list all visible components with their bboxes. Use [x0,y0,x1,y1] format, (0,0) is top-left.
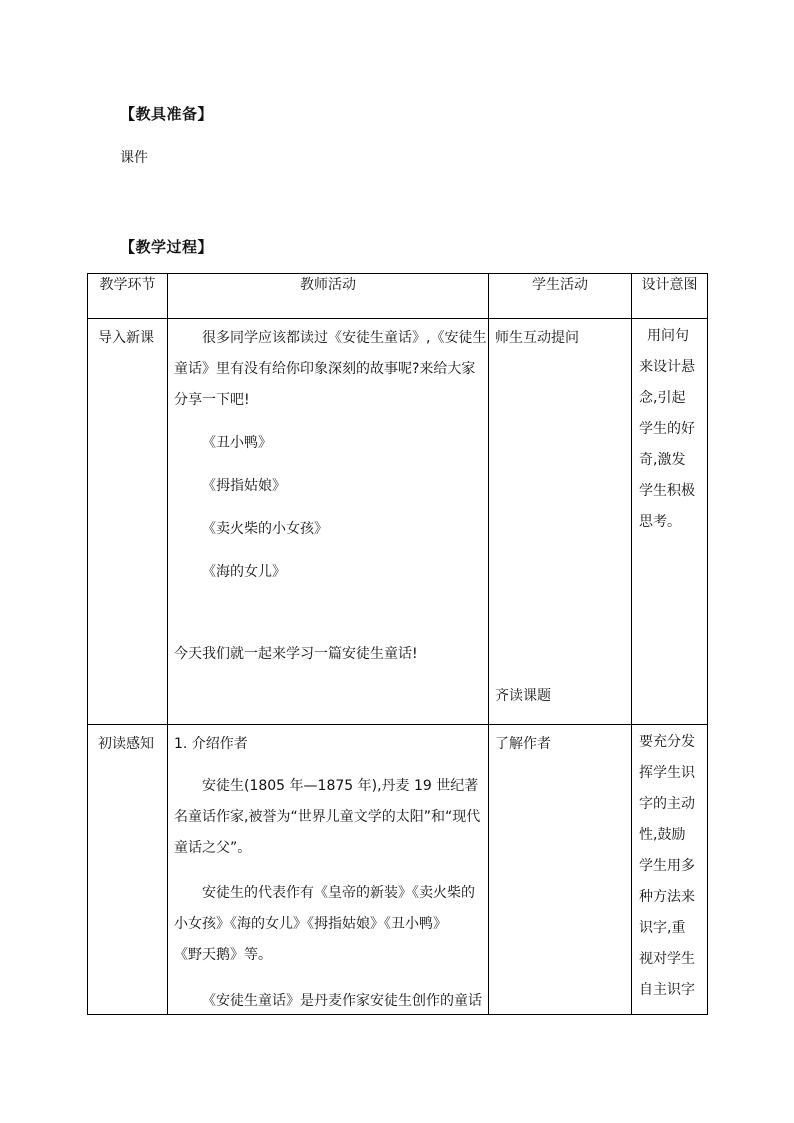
student-activity-item: 齐读课题 [495,688,551,704]
materials-content: 课件 [120,150,148,166]
stage-label: 导入新课 [98,330,154,346]
book-para-line: 《安徒生童话》是丹麦作家安徒生创作的童话 [202,993,482,1009]
materials-heading: 【教具准备】 [120,105,214,123]
works-para-line: 《野天鹅》等。 [174,947,272,963]
stage-cell [88,725,168,1015]
design-intent-text: 要充分发挥学生识字的主动性,鼓励学生用多种方法来识字,重视对学生自主识字 [639,734,695,998]
works-para-line: 安徒生的代表作有《皇帝的新装》《卖火柴的 [202,885,475,901]
table-row [88,725,708,1015]
story-title: 《丑小鸭》 [202,435,272,451]
teacher-closing-line: 今天我们就一起来学习一篇安徒生童话! [174,646,418,662]
teacher-intro-line: 很多同学应该都读过《安徒生童话》,《安徒生 [202,330,487,346]
teacher-intro-line: 分享一下吧! [174,392,250,408]
story-title: 《海的女儿》 [202,564,286,580]
stage-label: 初读感知 [98,736,154,752]
teacher-intro-line: 童话》里有没有给你印象深刻的故事呢?来给大家 [174,361,476,377]
student-activity-item: 了解作者 [495,736,551,752]
author-para-line: 童话之父”。 [174,840,252,856]
author-para-line: 名童话作家,被誉为“世界儿童文学的太阳”和“现代 [174,809,481,825]
story-title: 《卖火柴的小女孩》 [202,521,328,537]
header-student-activity: 学生活动 [489,274,632,319]
author-para-line: 安徒生(1805 年—1875 年),丹麦 19 世纪著 [202,778,479,794]
lesson-process-table [87,273,708,1015]
design-intent-text: 用问句来设计悬念,引起学生的好奇,激发学生积极思考。 [639,328,695,530]
stage-cell [88,319,168,725]
item-label: 1. 介绍作者 [174,736,248,752]
design-intent-cell [632,319,708,725]
student-activity-item: 师生互动提问 [495,330,579,346]
header-design-intent: 设计意图 [632,274,708,319]
header-teacher-activity: 教师活动 [168,274,489,319]
table-header-row [88,274,708,319]
student-activity-cell [489,725,632,1015]
student-activity-cell [489,319,632,725]
process-heading: 【教学过程】 [120,238,214,256]
header-stage: 教学环节 [88,274,168,319]
table-row [88,319,708,725]
teacher-activity-cell [168,725,489,1015]
works-para-line: 小女孩》《海的女儿》《拇指姑娘》《丑小鸭》 [174,916,447,932]
teacher-activity-cell [168,319,489,725]
design-intent-cell [632,725,708,1015]
story-title: 《拇指姑娘》 [202,478,286,494]
